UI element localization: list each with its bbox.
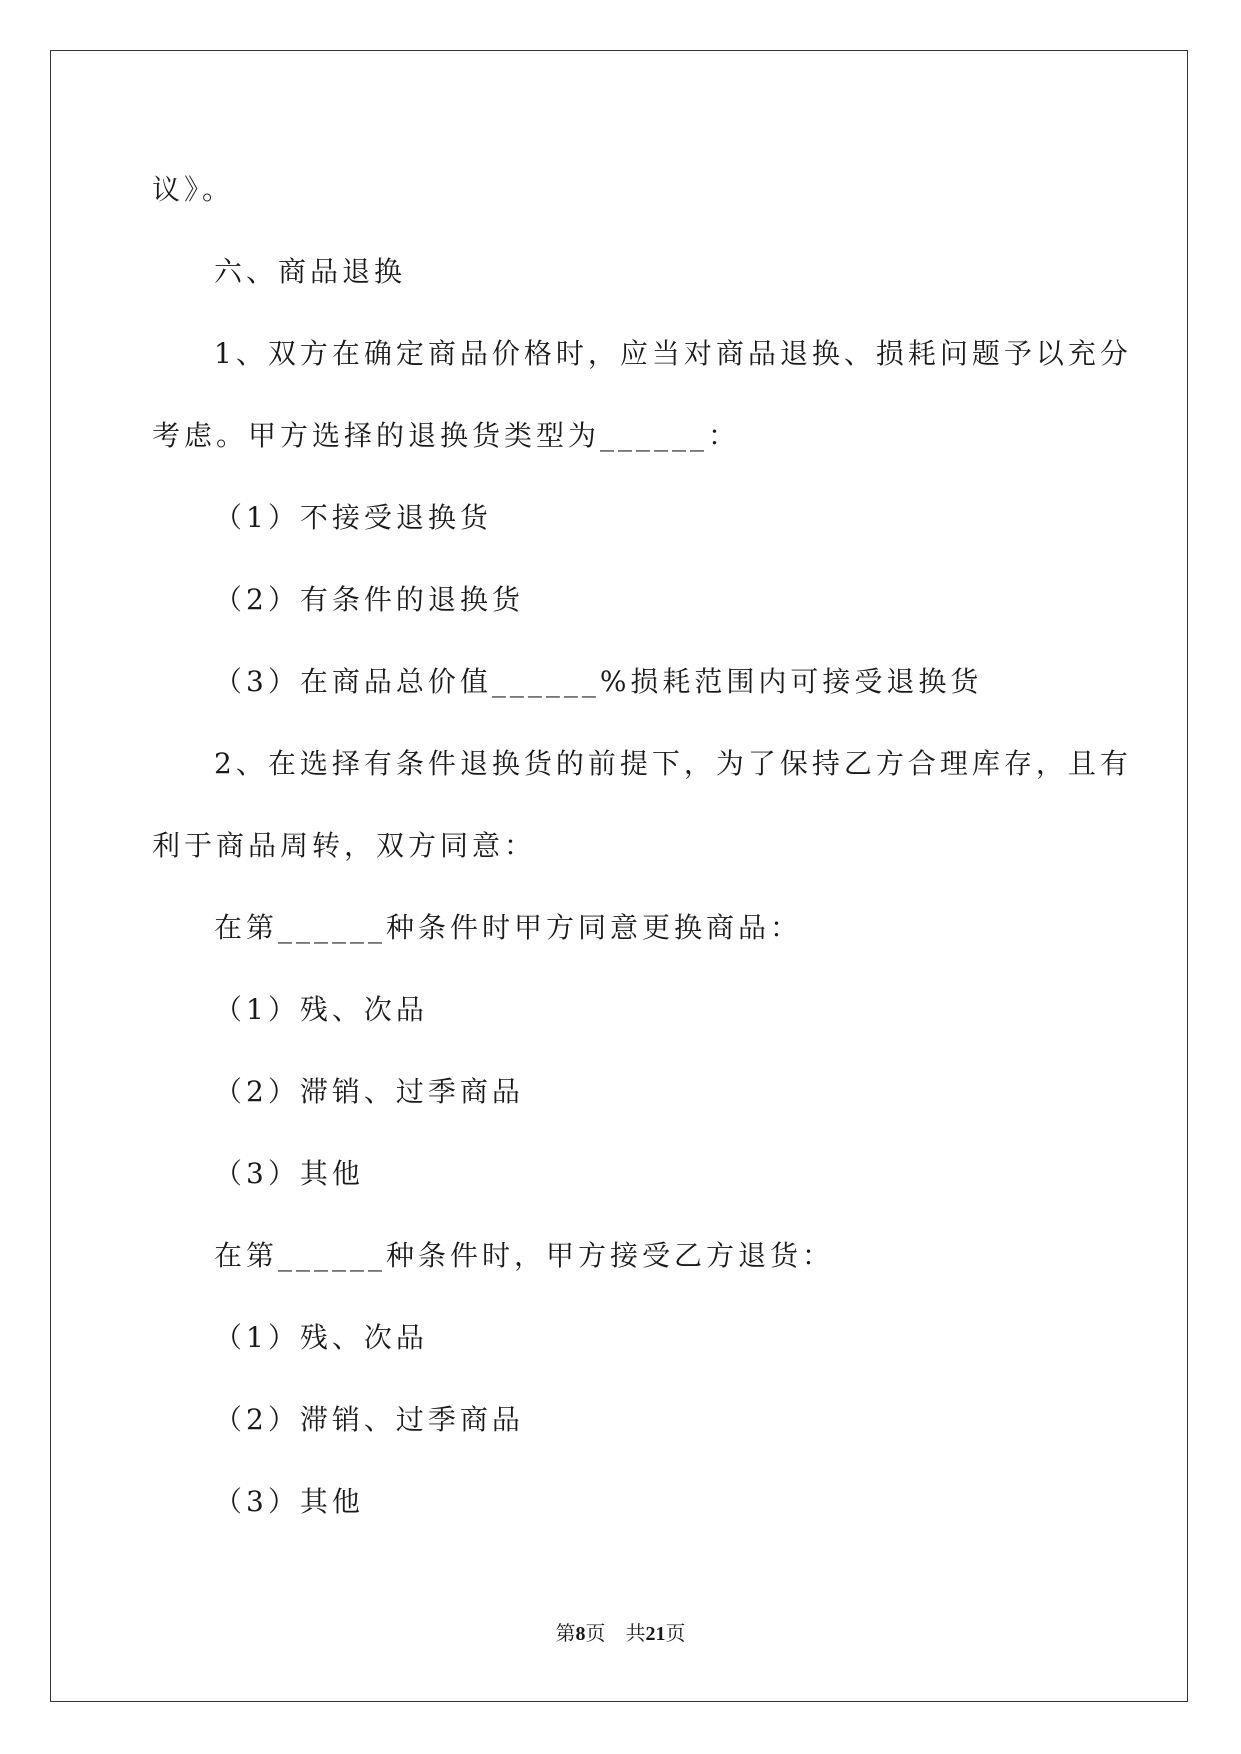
text-line: 利于商品周转，双方同意：	[152, 829, 537, 862]
text-line: 考虑。甲方选择的退换货类型为______：	[152, 419, 741, 452]
page-frame	[50, 50, 1188, 1702]
total-page-count: 21	[645, 1623, 666, 1645]
list-item: （3）在商品总价值______%损耗范围内可接受退换货	[214, 665, 983, 698]
footer-middle: 页 共	[585, 1621, 646, 1645]
page-footer	[0, 1620, 1241, 1647]
text-line: 1、双方在确定商品价格时，应当对商品退换、损耗问题予以充分	[214, 337, 1132, 370]
list-item: （2）滞销、过季商品	[214, 1075, 524, 1108]
list-item: （1）残、次品	[214, 993, 428, 1026]
footer-suffix: 页	[665, 1621, 686, 1645]
text-line: 在第______种条件时甲方同意更换商品：	[214, 911, 803, 944]
list-item: （3）其他	[214, 1157, 364, 1190]
current-page-number: 8	[575, 1623, 586, 1645]
text-line: 2、在选择有条件退换货的前提下，为了保持乙方合理库存，且有	[214, 747, 1132, 780]
list-item: （2）有条件的退换货	[214, 583, 524, 616]
footer-prefix: 第	[555, 1621, 576, 1645]
text-line: 在第______种条件时，甲方接受乙方退货：	[214, 1239, 835, 1272]
list-item: （3）其他	[214, 1485, 364, 1518]
list-item: （1）残、次品	[214, 1321, 428, 1354]
text-line: 议》。	[152, 173, 235, 206]
list-item: （2）滞销、过季商品	[214, 1403, 524, 1436]
list-item: （1）不接受退换货	[214, 501, 492, 534]
section-heading: 六、商品退换	[214, 255, 407, 288]
